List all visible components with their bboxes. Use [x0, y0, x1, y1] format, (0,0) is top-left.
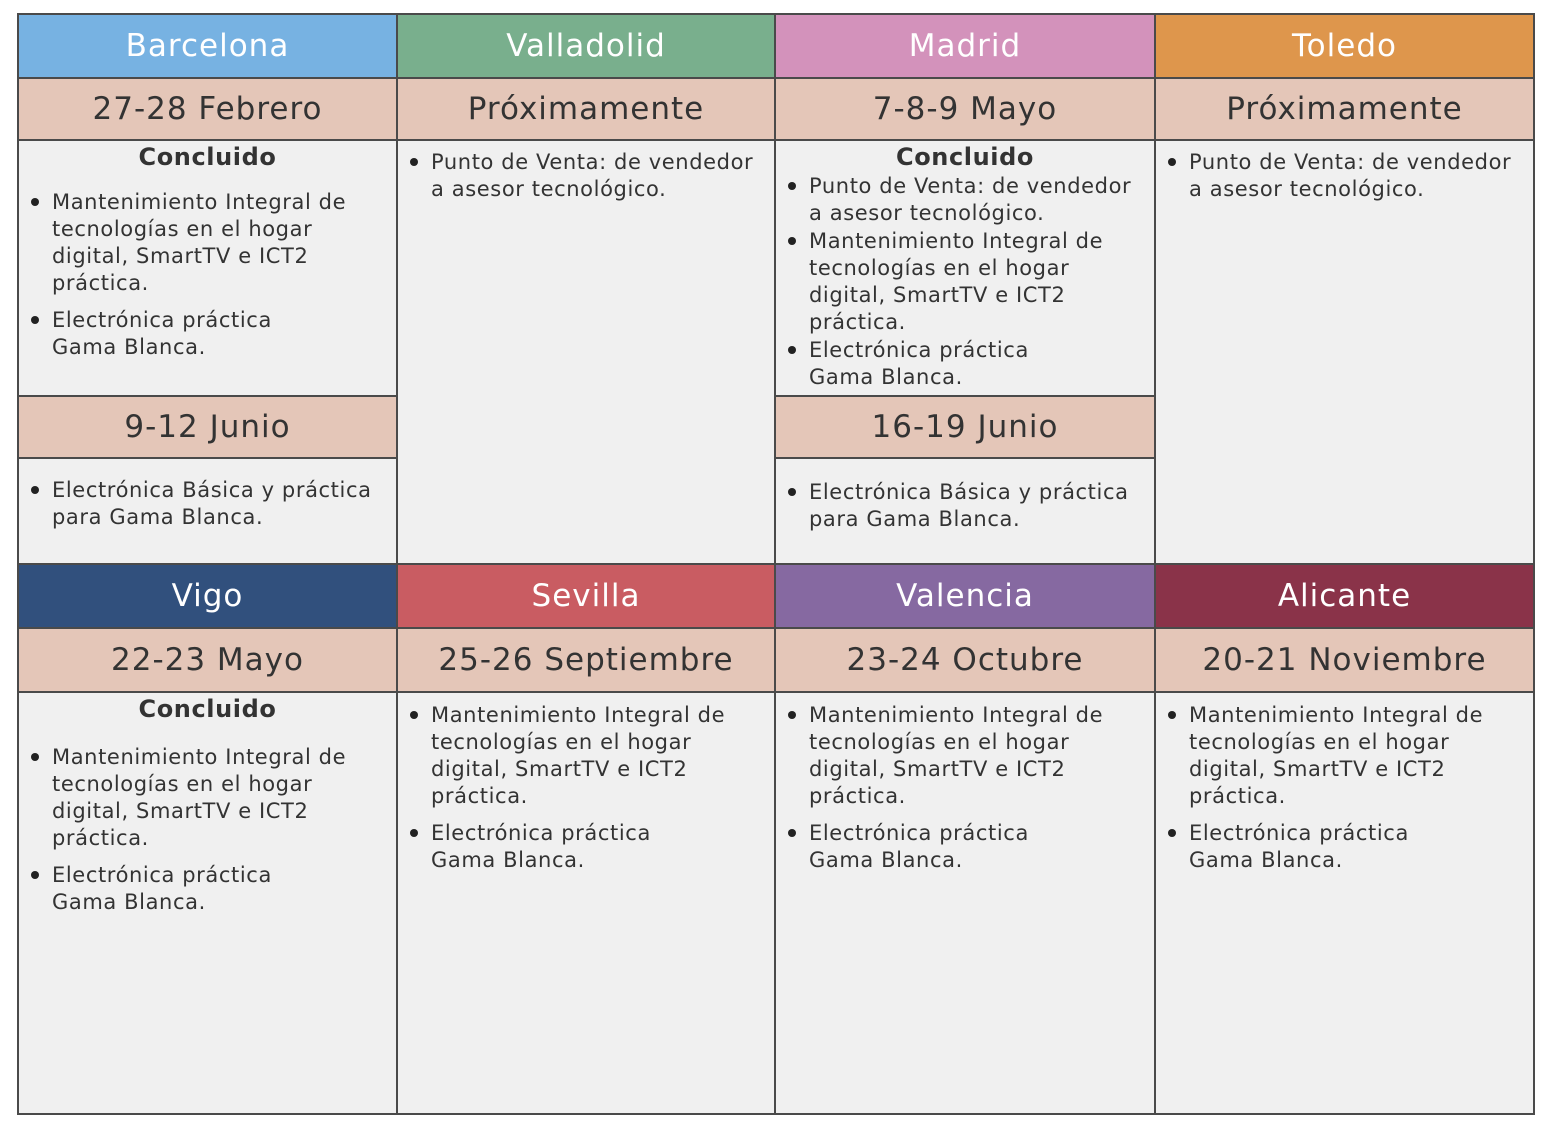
course-item-line: tecnologías en el hogar — [809, 730, 1070, 754]
course-item — [776, 173, 1154, 227]
course-item-line: Punto de Venta: de vendedor — [1189, 150, 1512, 174]
course-item-line: Electrónica práctica — [431, 821, 651, 845]
course-item-line: para Gama Blanca. — [52, 505, 264, 529]
course-list — [19, 477, 396, 531]
course-item-line: práctica. — [809, 310, 906, 334]
course-item-line: tecnologías en el hogar — [52, 217, 313, 241]
course-item — [398, 820, 774, 874]
date2-barcelona: 9-12 Junio — [17, 395, 398, 459]
details-madrid — [774, 139, 1156, 397]
course-item — [776, 479, 1154, 533]
details2-barcelona — [17, 457, 398, 567]
course-item-line: a asesor tecnológico. — [809, 201, 1045, 225]
course-item-line: Electrónica Básica y práctica — [52, 478, 372, 502]
details-toledo — [1154, 139, 1535, 567]
course-item-line: Gama Blanca. — [1189, 848, 1343, 872]
course-item — [19, 307, 396, 361]
course-item-line: Electrónica práctica — [52, 308, 272, 332]
date-valencia: 23-24 Octubre — [774, 627, 1156, 693]
course-item-line: Mantenimiento Integral de — [809, 229, 1104, 253]
course-item-line: Gama Blanca. — [52, 890, 206, 914]
course-item — [776, 820, 1154, 874]
course-item — [19, 744, 396, 852]
city-header-valencia: Valencia — [774, 563, 1156, 629]
date-barcelona: 27-28 Febrero — [17, 77, 398, 141]
course-item — [776, 702, 1154, 810]
course-item-line: digital, SmartTV e ICT2 — [809, 757, 1066, 781]
course-item-line: digital, SmartTV e ICT2 — [52, 244, 309, 268]
course-item — [398, 149, 774, 203]
course-item-line: Mantenimiento Integral de — [52, 745, 347, 769]
status-label: Concluido — [138, 143, 277, 171]
course-item — [1156, 702, 1533, 810]
course-item — [776, 337, 1154, 391]
course-list — [19, 744, 396, 916]
course-item — [1156, 149, 1533, 203]
course-item — [1156, 820, 1533, 874]
city-header-barcelona: Barcelona — [17, 13, 398, 79]
date-valladolid: Próximamente — [396, 77, 776, 141]
details-alicante — [1154, 691, 1535, 1115]
course-item — [19, 477, 396, 531]
course-item-line: para Gama Blanca. — [809, 507, 1021, 531]
course-list — [776, 479, 1154, 533]
details2-madrid — [774, 457, 1156, 567]
course-item-line: tecnologías en el hogar — [52, 772, 313, 796]
date-sevilla: 25-26 Septiembre — [396, 627, 776, 693]
course-item-line: Gama Blanca. — [809, 365, 963, 389]
course-item-line: Electrónica práctica — [1189, 821, 1409, 845]
status-label: Concluido — [895, 143, 1035, 171]
course-list — [1156, 702, 1533, 874]
details-valencia — [774, 691, 1156, 1115]
city-header-toledo: Toledo — [1154, 13, 1535, 79]
course-item-line: Gama Blanca. — [431, 848, 585, 872]
course-list — [398, 702, 774, 874]
date2-madrid: 16-19 Junio — [774, 395, 1156, 459]
city-header-valladolid: Valladolid — [396, 13, 776, 79]
schedule-grid — [17, 13, 1535, 1115]
course-item-line: Mantenimiento Integral de — [809, 703, 1104, 727]
course-item-line: Electrónica práctica — [809, 821, 1029, 845]
course-list — [19, 189, 396, 361]
course-item-line: práctica. — [52, 271, 149, 295]
course-list — [398, 149, 774, 203]
date-alicante: 20-21 Noviembre — [1154, 627, 1535, 693]
course-item-line: digital, SmartTV e ICT2 — [52, 799, 309, 823]
course-item-line: tecnologías en el hogar — [431, 730, 692, 754]
course-item-line: digital, SmartTV e ICT2 — [1189, 757, 1446, 781]
course-list — [776, 702, 1154, 874]
course-item-line: Gama Blanca. — [809, 848, 963, 872]
course-item-line: Mantenimiento Integral de — [431, 703, 726, 727]
status-label: Concluido — [138, 695, 277, 723]
course-item — [19, 862, 396, 916]
course-item-line: digital, SmartTV e ICT2 — [809, 283, 1066, 307]
details-vigo — [17, 691, 398, 1115]
course-item-line: Punto de Venta: de vendedor — [431, 150, 754, 174]
details-barcelona — [17, 139, 398, 397]
course-list — [776, 173, 1154, 391]
course-item-line: Electrónica práctica — [52, 863, 272, 887]
course-item-line: tecnologías en el hogar — [1189, 730, 1450, 754]
course-item-line: tecnologías en el hogar — [809, 256, 1070, 280]
course-item — [398, 702, 774, 810]
details-sevilla — [396, 691, 776, 1115]
course-item-line: Electrónica práctica — [809, 338, 1029, 362]
course-item-line: práctica. — [1189, 784, 1286, 808]
course-item-line: Mantenimiento Integral de — [1189, 703, 1484, 727]
city-header-sevilla: Sevilla — [396, 563, 776, 629]
course-item — [19, 189, 396, 297]
course-item-line: a asesor tecnológico. — [431, 177, 667, 201]
course-item-line: digital, SmartTV e ICT2 — [431, 757, 688, 781]
date-vigo: 22-23 Mayo — [17, 627, 398, 693]
course-item-line: Electrónica Básica y práctica — [809, 480, 1129, 504]
date-madrid: 7-8-9 Mayo — [774, 77, 1156, 141]
date-toledo: Próximamente — [1154, 77, 1535, 141]
details-valladolid — [396, 139, 776, 567]
course-item-line: a asesor tecnológico. — [1189, 177, 1425, 201]
city-header-alicante: Alicante — [1154, 563, 1535, 629]
course-item — [776, 228, 1154, 336]
course-item-line: Mantenimiento Integral de — [52, 190, 347, 214]
city-header-vigo: Vigo — [17, 563, 398, 629]
course-list — [1156, 149, 1533, 203]
course-item-line: práctica. — [431, 784, 528, 808]
course-item-line: práctica. — [52, 826, 149, 850]
course-item-line: práctica. — [809, 784, 906, 808]
city-header-madrid: Madrid — [774, 13, 1156, 79]
course-item-line: Gama Blanca. — [52, 335, 206, 359]
course-item-line: Punto de Venta: de vendedor — [809, 174, 1132, 198]
